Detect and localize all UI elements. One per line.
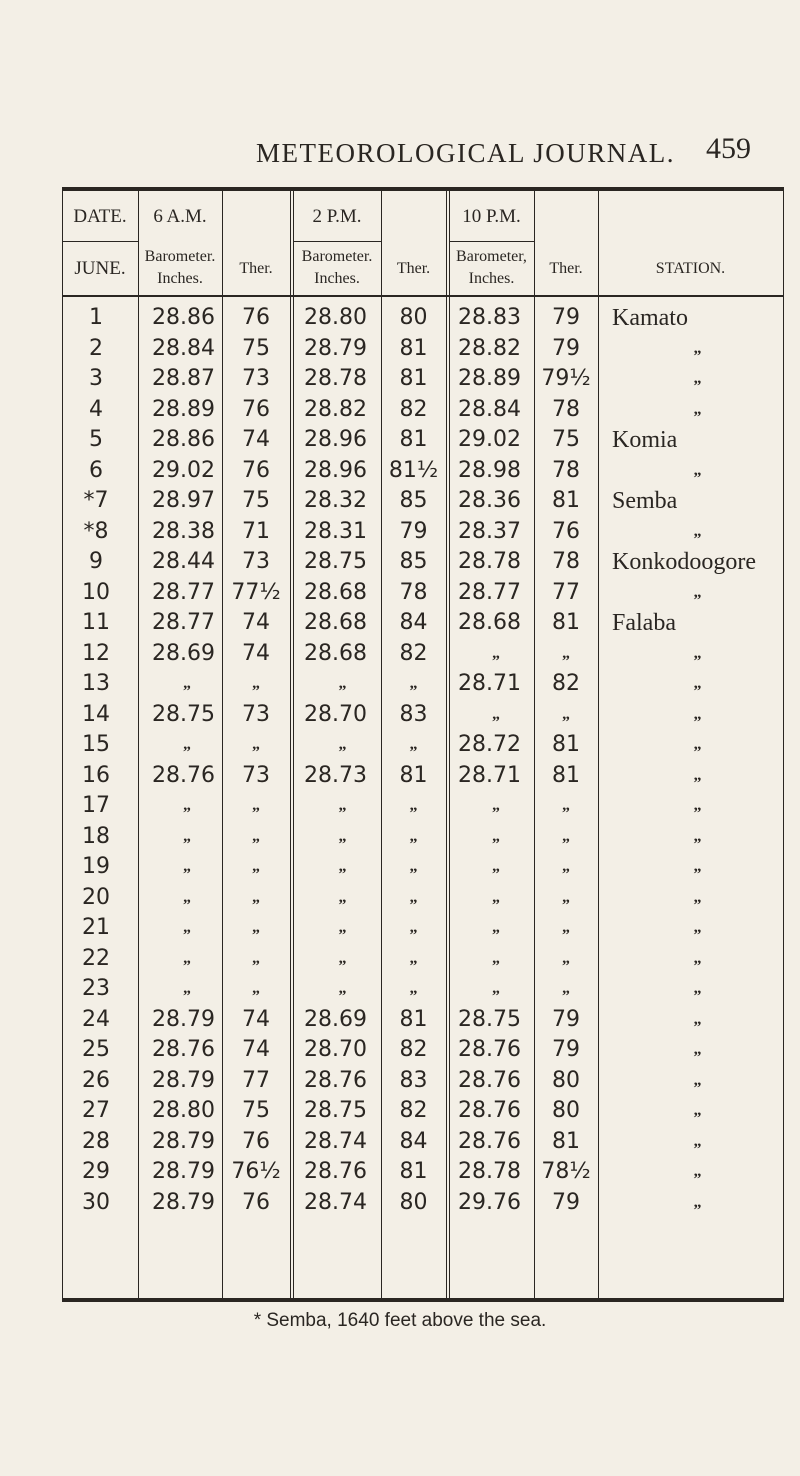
station-cell: „ [693, 949, 702, 967]
ther-10pm-cell: 82 [552, 671, 580, 696]
time-2pm-header: 2 P.M. [312, 206, 362, 227]
barometer-6am-cell: 28.38 [152, 518, 215, 544]
barometer-6am-cell: 28.79 [152, 1128, 215, 1154]
station-cell: „ [693, 705, 702, 723]
ther-2pm-cell: 82 [399, 640, 428, 666]
ther-6am-cell: 76 [242, 1189, 270, 1215]
ther-10pm-cell: „ [562, 888, 570, 906]
ther-6am-header: Ther. [239, 260, 273, 277]
table-right-border [783, 191, 784, 1298]
ther-10pm-cell: 78½ [541, 1159, 591, 1184]
barometer-2pm-cell: 28.68 [304, 610, 367, 635]
column-divider [293, 191, 294, 1298]
barometer-10pm-cell: 28.75 [458, 1006, 521, 1032]
ther-6am-cell: „ [252, 919, 260, 936]
ther-2pm-cell: „ [409, 919, 418, 936]
ther-2pm-cell: 84 [399, 1128, 428, 1154]
ther-6am-cell: 77 [242, 1067, 270, 1093]
ther-10pm-cell: 80 [552, 1098, 580, 1123]
ther-10pm-cell: 75 [552, 427, 580, 452]
time-6am-header: 6 A.M. [153, 206, 207, 227]
barometer-10pm-cell: „ [492, 705, 500, 723]
ther-6am-cell: „ [252, 675, 260, 692]
ther-2pm-cell: „ [409, 980, 418, 997]
station-cell: „ [693, 370, 702, 387]
ther-6am-cell: 73 [242, 701, 270, 727]
ther-6am-cell: „ [252, 980, 260, 997]
date-cell: 27 [82, 1098, 110, 1123]
date-cell: 12 [82, 640, 110, 666]
ther-2pm-cell: 85 [399, 549, 428, 574]
station-cell: „ [693, 919, 702, 936]
barometer-2pm-cell: „ [338, 797, 347, 814]
station-cell: „ [693, 522, 702, 540]
time-10pm-header: 10 P.M. [462, 206, 521, 227]
ther-2pm-cell: 82 [399, 396, 428, 422]
inches-6am-header: Inches. [157, 270, 203, 287]
barometer-6am-cell: „ [183, 797, 191, 814]
station-cell: „ [693, 339, 702, 357]
station-cell: „ [693, 1132, 702, 1150]
barometer-6am-cell: 28.97 [152, 488, 215, 513]
barometer-10pm-cell: 28.72 [458, 732, 521, 757]
ther-6am-cell: 74 [242, 610, 270, 635]
station-cell: „ [693, 980, 702, 997]
ther-6am-cell: „ [252, 858, 260, 875]
ther-6am-cell: „ [252, 827, 260, 845]
ther-10pm-cell: „ [562, 980, 570, 997]
table-left-border [62, 191, 63, 1298]
station-cell: Falaba [612, 610, 676, 636]
date-cell: 22 [82, 945, 110, 971]
date-cell: 6 [89, 457, 103, 483]
date-cell: 23 [82, 976, 110, 1001]
station-cell: „ [693, 400, 702, 418]
barometer-10pm-cell: 28.37 [458, 518, 521, 544]
station-cell: „ [693, 461, 702, 479]
ther-2pm-cell: 83 [399, 1067, 428, 1093]
station-cell: „ [693, 736, 702, 753]
station-cell: Komia [612, 427, 678, 453]
date-cell: 24 [82, 1006, 110, 1032]
meteorological-table [62, 191, 784, 1298]
barometer-10pm-cell: 28.89 [458, 366, 521, 391]
date-cell: 14 [82, 701, 110, 727]
ther-10pm-cell: „ [562, 949, 570, 967]
ther-2pm-cell: 81 [399, 1159, 428, 1184]
barometer-2pm-cell: 28.73 [304, 762, 367, 788]
ther-2pm-cell: 80 [399, 1189, 428, 1215]
barometer-10pm-cell: „ [492, 919, 500, 936]
ther-6am-cell: 73 [242, 762, 270, 788]
barometer-10pm-cell: „ [492, 644, 500, 662]
barometer-2pm-cell: 28.74 [304, 1128, 367, 1154]
barometer-2pm-cell: 28.74 [304, 1189, 367, 1215]
ther-6am-cell: 71 [242, 518, 270, 544]
barometer-6am-cell: 28.77 [152, 610, 215, 635]
ther-6am-cell: 75 [242, 335, 270, 361]
ther-10pm-cell: 78 [552, 457, 580, 483]
date-cell: 28 [82, 1128, 110, 1154]
ther-2pm-cell: 83 [399, 701, 428, 727]
ther-6am-cell: 76 [242, 1128, 270, 1154]
barometer-2pm-cell: 28.96 [304, 457, 367, 483]
barometer-2pm-cell: 28.68 [304, 640, 367, 666]
date-cell: *8 [83, 518, 109, 544]
barometer-6am-cell: 28.77 [152, 579, 215, 605]
station-cell: Konkodoogore [612, 549, 756, 575]
ther-6am-cell: 76 [242, 396, 270, 422]
ther-2pm-cell: „ [409, 675, 418, 692]
ther-6am-cell: 73 [242, 549, 270, 574]
ther-2pm-cell: 80 [399, 305, 428, 330]
barometer-2pm-cell: 28.70 [304, 701, 367, 727]
ther-2pm-cell: „ [409, 949, 418, 967]
barometer-6am-header: Barometer. [144, 248, 216, 265]
date-cell: *7 [83, 488, 109, 513]
ther-6am-cell: „ [252, 797, 260, 814]
ther-2pm-cell: „ [409, 858, 418, 875]
column-divider [598, 191, 599, 1298]
barometer-2pm-cell: „ [338, 858, 347, 875]
date-cell: 20 [82, 884, 110, 910]
date-cell: 13 [82, 671, 110, 696]
date-cell: 25 [82, 1037, 110, 1062]
station-cell: „ [693, 1193, 702, 1211]
barometer-6am-cell: „ [183, 858, 191, 875]
barometer-2pm-cell: 28.70 [304, 1037, 367, 1062]
barometer-2pm-cell: 28.76 [304, 1159, 367, 1184]
barometer-6am-cell: 28.86 [152, 305, 215, 330]
header-rule [293, 241, 381, 242]
ther-10pm-cell: 81 [552, 732, 580, 757]
ther-10pm-cell: 79 [552, 305, 580, 330]
ther-10pm-cell: 81 [552, 762, 580, 788]
ther-6am-cell: „ [252, 736, 260, 753]
barometer-2pm-cell: 28.75 [304, 1098, 367, 1123]
barometer-10pm-cell: „ [492, 949, 500, 967]
barometer-2pm-cell: 28.82 [304, 396, 367, 422]
barometer-10pm-cell: 28.76 [458, 1067, 521, 1093]
date-cell: 18 [82, 823, 110, 849]
barometer-2pm-cell: „ [338, 888, 347, 906]
barometer-2pm-cell: 28.78 [304, 366, 367, 391]
ther-2pm-cell: „ [409, 827, 418, 845]
barometer-2pm-cell: 28.96 [304, 427, 367, 452]
barometer-6am-cell: „ [183, 827, 191, 845]
barometer-10pm-cell: 28.84 [458, 396, 521, 422]
ther-6am-cell: 77½ [231, 579, 281, 605]
barometer-6am-cell: 28.69 [152, 640, 215, 666]
column-divider [290, 191, 291, 1298]
date-cell: 21 [82, 915, 110, 940]
barometer-2pm-cell: „ [338, 949, 347, 967]
date-cell: 4 [89, 396, 103, 422]
ther-10pm-cell: 78 [552, 549, 580, 574]
page-number: 459 [706, 132, 751, 165]
station-cell: „ [693, 675, 702, 692]
barometer-6am-cell: 28.79 [152, 1006, 215, 1032]
barometer-10pm-cell: 28.83 [458, 305, 521, 330]
barometer-6am-cell: „ [183, 736, 191, 753]
station-cell: Semba [612, 488, 678, 514]
ther-10pm-cell: 80 [552, 1067, 580, 1093]
date-cell: 26 [82, 1067, 110, 1093]
ther-2pm-cell: „ [409, 736, 418, 753]
table-bottom-rule [62, 1298, 784, 1302]
station-cell: „ [693, 888, 702, 906]
barometer-10pm-cell: 28.98 [458, 457, 521, 483]
page-header [0, 130, 800, 170]
ther-10pm-cell: 79 [552, 1006, 580, 1032]
ther-2pm-cell: 81 [399, 366, 428, 391]
ther-6am-cell: 75 [242, 488, 270, 513]
ther-10pm-cell: 79 [552, 1037, 580, 1062]
barometer-10pm-cell: 28.76 [458, 1128, 521, 1154]
ther-10pm-cell: 79 [552, 335, 580, 361]
barometer-6am-cell: „ [183, 949, 191, 967]
barometer-10pm-cell: „ [492, 827, 500, 845]
station-cell: „ [693, 1163, 702, 1180]
ther-2pm-cell: 79 [399, 518, 428, 544]
barometer-6am-cell: 28.76 [152, 1037, 215, 1062]
header-rule [62, 241, 138, 242]
barometer-6am-cell: „ [183, 980, 191, 997]
inches-10pm-header: Inches. [468, 270, 515, 287]
month-header: JUNE. [74, 258, 126, 279]
barometer-6am-cell: „ [183, 919, 191, 936]
barometer-2pm-header: Barometer. [301, 248, 373, 265]
date-cell: 9 [89, 549, 103, 574]
station-cell: „ [693, 827, 702, 845]
footnote: * Semba, 1640 feet above the sea. [253, 1310, 547, 1331]
date-cell: 29 [82, 1159, 110, 1184]
ther-6am-cell: 73 [242, 366, 270, 391]
barometer-10pm-cell: 29.76 [458, 1189, 521, 1215]
ther-10pm-cell: „ [562, 919, 570, 936]
station-cell: Kamato [612, 305, 688, 331]
ther-10pm-cell: 77 [552, 579, 580, 605]
barometer-6am-cell: 28.87 [152, 366, 215, 391]
station-cell: „ [693, 583, 702, 601]
station-cell: „ [693, 797, 702, 814]
barometer-6am-cell: 28.79 [152, 1067, 215, 1093]
station-cell: „ [693, 766, 702, 784]
ther-2pm-cell: 84 [399, 610, 428, 635]
barometer-2pm-cell: „ [338, 919, 347, 936]
ther-10pm-cell: 76 [552, 518, 580, 544]
station-cell: „ [693, 644, 702, 662]
ther-6am-cell: 74 [242, 427, 270, 452]
ther-6am-cell: 76 [242, 457, 270, 483]
barometer-2pm-cell: 28.80 [304, 305, 367, 330]
barometer-10pm-cell: 28.71 [458, 762, 521, 788]
barometer-6am-cell: 28.89 [152, 396, 215, 422]
barometer-2pm-cell: 28.76 [304, 1067, 367, 1093]
barometer-6am-cell: „ [183, 675, 191, 692]
ther-2pm-cell: „ [409, 797, 418, 814]
ther-10pm-header: Ther. [549, 260, 583, 277]
station-cell: „ [693, 1010, 702, 1028]
date-cell: 30 [82, 1189, 110, 1215]
barometer-10pm-cell: 28.82 [458, 335, 521, 361]
ther-6am-cell: „ [252, 949, 260, 967]
ther-10pm-cell: 81 [552, 1128, 580, 1154]
ther-10pm-cell: „ [562, 644, 570, 662]
ther-2pm-cell: 85 [399, 488, 428, 513]
barometer-6am-cell: 28.75 [152, 701, 215, 727]
ther-6am-cell: „ [252, 888, 260, 906]
ther-2pm-cell: 81 [399, 1006, 428, 1032]
ther-2pm-cell: 78 [399, 579, 428, 605]
barometer-10pm-cell: „ [492, 980, 500, 997]
page-title: METEOROLOGICAL JOURNAL. [256, 138, 675, 168]
ther-2pm-cell: „ [409, 888, 418, 906]
ther-10pm-cell: 78 [552, 396, 580, 422]
barometer-6am-cell: 28.79 [152, 1189, 215, 1215]
barometer-10pm-cell: „ [492, 888, 500, 906]
barometer-6am-cell: 29.02 [152, 457, 215, 483]
date-cell: 19 [82, 854, 110, 879]
header-rule [449, 241, 534, 242]
station-cell: „ [693, 1041, 702, 1058]
barometer-10pm-cell: 28.76 [458, 1098, 521, 1123]
barometer-2pm-cell: 28.31 [304, 518, 367, 544]
station-cell: „ [693, 858, 702, 875]
date-cell: 17 [82, 793, 110, 818]
barometer-10pm-header: Barometer, [456, 248, 527, 265]
barometer-10pm-cell: 29.02 [458, 427, 521, 452]
ther-6am-cell: 74 [242, 1037, 270, 1062]
station-header: STATION. [655, 260, 726, 277]
ther-2pm-cell: 82 [399, 1098, 428, 1123]
date-cell: 5 [89, 427, 103, 452]
barometer-6am-cell: 28.76 [152, 762, 215, 788]
barometer-10pm-cell: „ [492, 858, 500, 875]
barometer-2pm-cell: 28.75 [304, 549, 367, 574]
barometer-2pm-cell: 28.68 [304, 579, 367, 605]
ther-6am-cell: 74 [242, 1006, 270, 1032]
ther-10pm-cell: 81 [552, 488, 580, 513]
barometer-2pm-cell: 28.79 [304, 335, 367, 361]
date-cell: 3 [89, 366, 103, 391]
barometer-10pm-cell: 28.78 [458, 1159, 521, 1184]
barometer-6am-cell: 28.79 [152, 1159, 215, 1184]
barometer-10pm-cell: 28.36 [458, 488, 521, 513]
barometer-6am-cell: „ [183, 888, 191, 906]
barometer-2pm-cell: „ [338, 980, 347, 997]
barometer-2pm-cell: „ [338, 675, 347, 692]
ther-2pm-cell: 82 [399, 1037, 428, 1062]
barometer-2pm-cell: „ [338, 827, 347, 845]
date-cell: 16 [82, 762, 110, 788]
ther-2pm-header: Ther. [396, 260, 431, 277]
date-cell: 11 [82, 610, 110, 635]
header-bottom-rule [62, 295, 783, 297]
barometer-10pm-cell: 28.78 [458, 549, 521, 574]
ther-6am-cell: 74 [242, 640, 270, 666]
date-cell: 15 [82, 732, 110, 757]
date-cell: 10 [82, 579, 110, 605]
ther-2pm-cell: 81 [399, 762, 428, 788]
barometer-6am-cell: 28.86 [152, 427, 215, 452]
barometer-6am-cell: 28.84 [152, 335, 215, 361]
barometer-2pm-cell: „ [338, 736, 347, 753]
date-cell: 1 [89, 305, 103, 330]
barometer-10pm-cell: „ [492, 797, 500, 814]
ther-6am-cell: 76½ [231, 1159, 281, 1184]
ther-2pm-cell: 81 [399, 335, 428, 361]
ther-10pm-cell: „ [562, 858, 570, 875]
ther-10pm-cell: 81 [552, 610, 580, 635]
barometer-2pm-cell: 28.69 [304, 1006, 367, 1032]
date-header: DATE. [73, 206, 127, 227]
ther-2pm-cell: 81 [399, 427, 428, 452]
date-cell: 2 [89, 335, 103, 361]
barometer-6am-cell: 28.80 [152, 1098, 215, 1123]
barometer-2pm-cell: 28.32 [304, 488, 367, 513]
inches-2pm-header: Inches. [314, 270, 360, 287]
ther-10pm-cell: „ [562, 797, 570, 814]
station-cell: „ [693, 1071, 702, 1089]
ther-10pm-cell: 79½ [541, 366, 591, 391]
barometer-10pm-cell: 28.77 [458, 579, 521, 605]
barometer-10pm-cell: 28.71 [458, 671, 521, 696]
column-divider [446, 191, 447, 1298]
ther-10pm-cell: „ [562, 827, 570, 845]
barometer-10pm-cell: 28.76 [458, 1037, 521, 1062]
ther-2pm-cell: 81½ [388, 457, 439, 483]
column-divider [138, 191, 139, 1298]
barometer-10pm-cell: 28.68 [458, 610, 521, 635]
ther-10pm-cell: 79 [552, 1189, 580, 1215]
barometer-6am-cell: 28.44 [152, 549, 215, 574]
station-cell: „ [693, 1102, 702, 1119]
ther-10pm-cell: „ [562, 705, 570, 723]
ther-6am-cell: 75 [242, 1098, 270, 1123]
column-divider [449, 191, 450, 1298]
ther-6am-cell: 76 [242, 305, 270, 330]
